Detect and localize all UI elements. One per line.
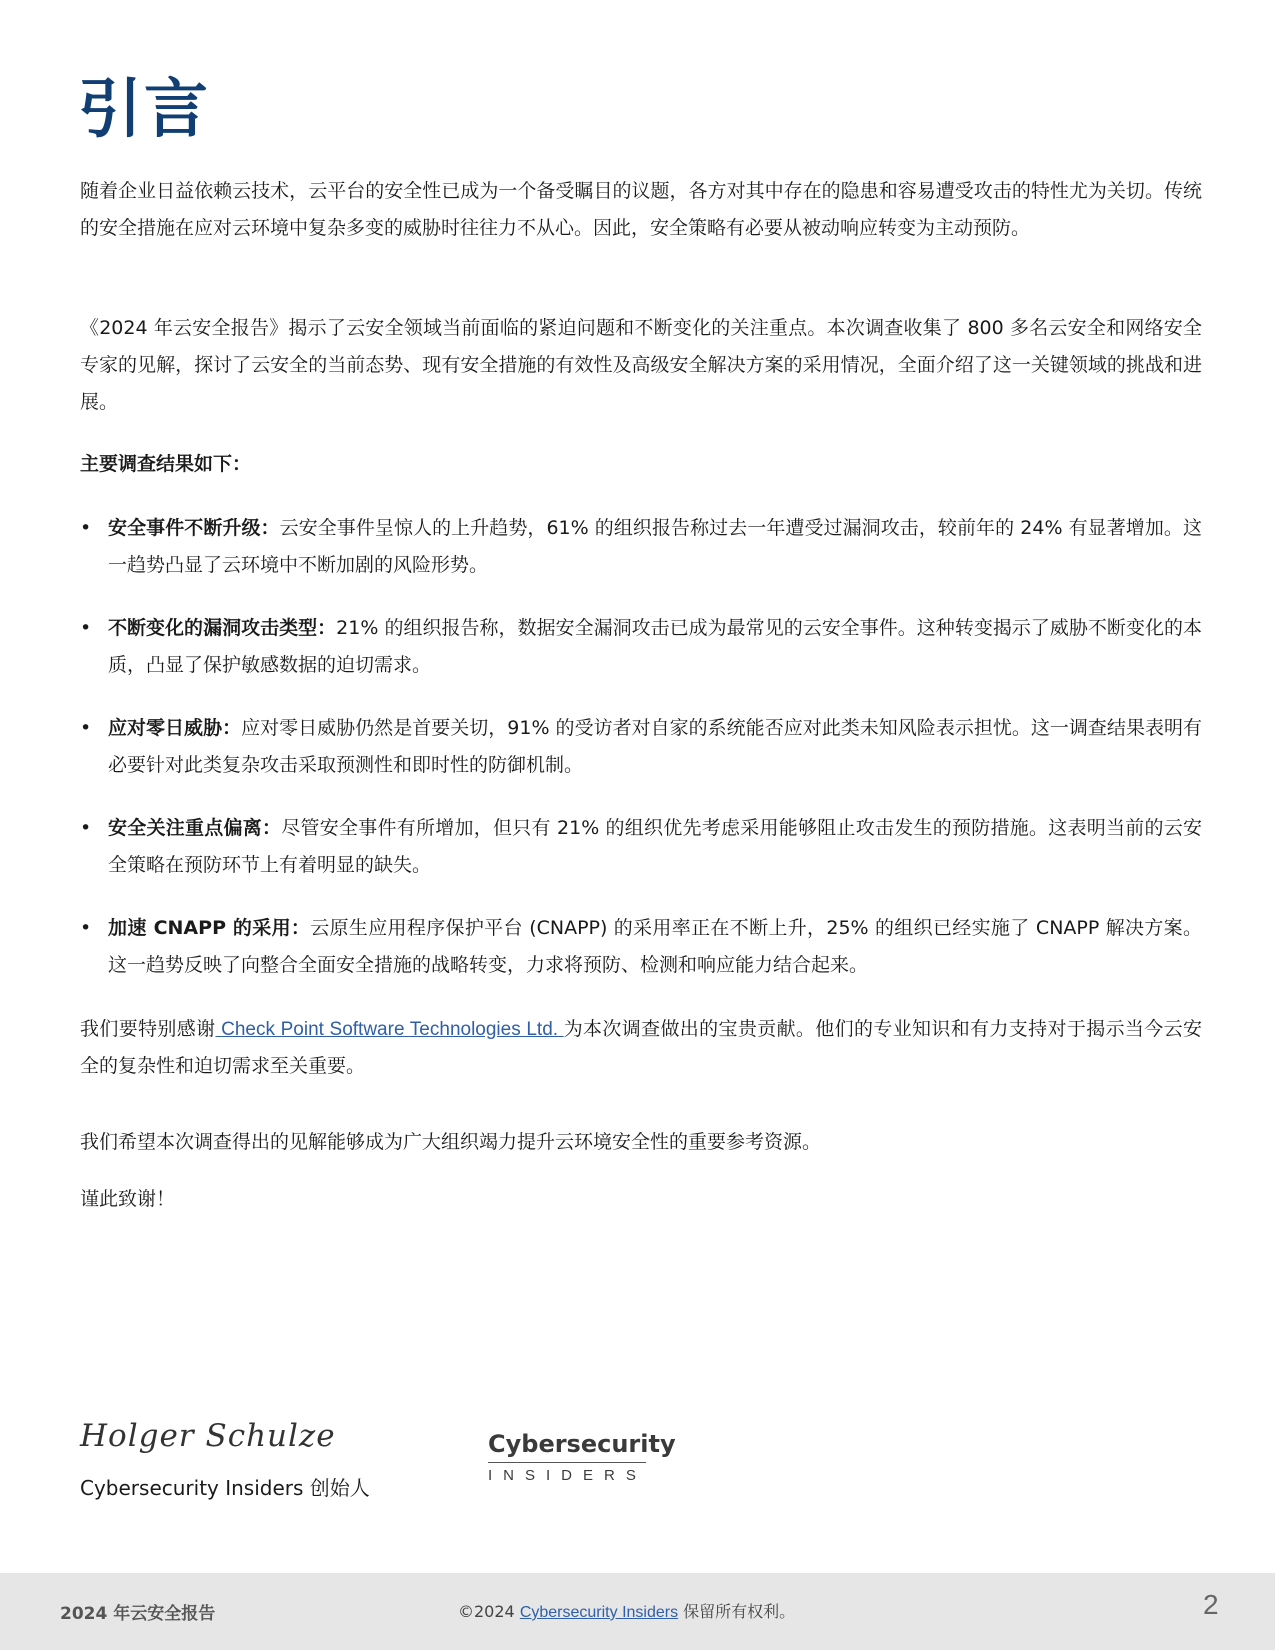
- footer-copyright: [458, 1599, 795, 1622]
- page-footer: [0, 1573, 1275, 1650]
- list-item: [80, 710, 1202, 784]
- list-item: [80, 610, 1202, 684]
- copyright-prefix: ©2024: [458, 1602, 520, 1621]
- finding-title: 安全事件不断升级：: [108, 517, 280, 539]
- copyright-suffix: 保留所有权利。: [678, 1602, 796, 1621]
- finding-title: 不断变化的漏洞攻击类型：: [108, 617, 337, 639]
- thanks-paragraph: [80, 1011, 1202, 1085]
- intro-paragraph-1: 随着企业日益依赖云技术，云平台的安全性已成为一个备受瞩目的议题，各方对其中存在的隐患和容易遭受攻击的特性尤为关切。传统的安全措施在应对云环境中复杂多变的威胁时往往力不从心。因此，安全策略有必要从被动响应转变为主动预防。: [80, 180, 1202, 239]
- finding-text: 应对零日威胁仍然是首要关切，91% 的受访者对自家的系统能否应对此类未知风险表示担忧。这一调查结果表明有必要针对此类复杂攻击采取预测性和即时性的防御机制。: [108, 717, 1202, 776]
- findings-heading: 主要调查结果如下：: [80, 453, 252, 475]
- finding-title: 应对零日威胁：: [108, 717, 242, 739]
- page-title: 引言: [78, 73, 210, 147]
- closing-text: 谨此致谢！: [80, 1188, 176, 1210]
- intro-paragraph-2: 《2024 年云安全报告》揭示了云安全领域当前面临的紧迫问题和不断变化的关注重点。本次调查收集了 800 多名云安全和网络安全专家的见解，探讨了云安全的当前态势、现有安全措施的有效性及高级安全解决方案的采用情况，全面介绍了这一关键领域的挑战和进展。: [80, 317, 1202, 413]
- page-number: 2: [1203, 1589, 1219, 1620]
- finding-text: 云原生应用程序保护平台 (CNAPP) 的采用率正在不断上升，25% 的组织已经实施了 CNAPP 解决方案。这一趋势反映了向整合全面安全措施的战略转变，力求将预防、检测和响应能力结合起来。: [108, 917, 1202, 976]
- thanks-text-after: 为本次调查做出的宝贵贡献。他们的专业知识和有力支持对于揭示当今云安全的复杂性和迫切需求至关重要。: [80, 1018, 1202, 1077]
- finding-title: 加速 CNAPP 的采用：: [108, 917, 311, 939]
- signature: Holger Schulze: [80, 1418, 336, 1454]
- bullet-icon: •: [80, 617, 92, 639]
- bullet-icon: •: [80, 817, 92, 839]
- list-item: [80, 910, 1202, 984]
- finding-text: 21% 的组织报告称，数据安全漏洞攻击已成为最常见的云安全事件。这种转变揭示了威胁不断变化的本质，凸显了保护敏感数据的迫切需求。: [108, 617, 1202, 676]
- list-item: [80, 810, 1202, 884]
- hope-paragraph: 我们希望本次调查得出的见解能够成为广大组织竭力提升云环境安全性的重要参考资源。: [80, 1131, 822, 1153]
- bullet-icon: •: [80, 517, 92, 539]
- logo-top-text: Cybersecurity: [488, 1430, 676, 1458]
- logo-divider: [488, 1462, 646, 1463]
- findings-list: [80, 510, 1202, 1010]
- cybersecurity-insiders-logo: [488, 1430, 676, 1484]
- finding-title: 安全关注重点偏离：: [108, 817, 282, 839]
- finding-text: 云安全事件呈惊人的上升趋势，61% 的组织报告称过去一年遭受过漏洞攻击，较前年的 24% 有显著增加。这一趋势凸显了云环境中不断加剧的风险形势。: [108, 517, 1202, 576]
- bullet-icon: •: [80, 717, 92, 739]
- logo-bottom-text: INSIDERS: [488, 1467, 647, 1484]
- check-point-link[interactable]: Check Point Software Technologies Ltd.: [215, 1019, 564, 1040]
- bullet-icon: •: [80, 917, 92, 939]
- finding-text: 尽管安全事件有所增加，但只有 21% 的组织优先考虑采用能够阻止攻击发生的预防措施。这表明当前的云安全策略在预防环节上有着明显的缺失。: [108, 817, 1202, 876]
- list-item: [80, 510, 1202, 584]
- footer-report-title: 2024 年云安全报告: [60, 1604, 216, 1624]
- cybersecurity-insiders-link[interactable]: Cybersecurity Insiders: [519, 1604, 679, 1621]
- signature-role: Cybersecurity Insiders 创始人: [80, 1476, 370, 1500]
- thanks-text-before: 我们要特别感谢: [80, 1018, 216, 1040]
